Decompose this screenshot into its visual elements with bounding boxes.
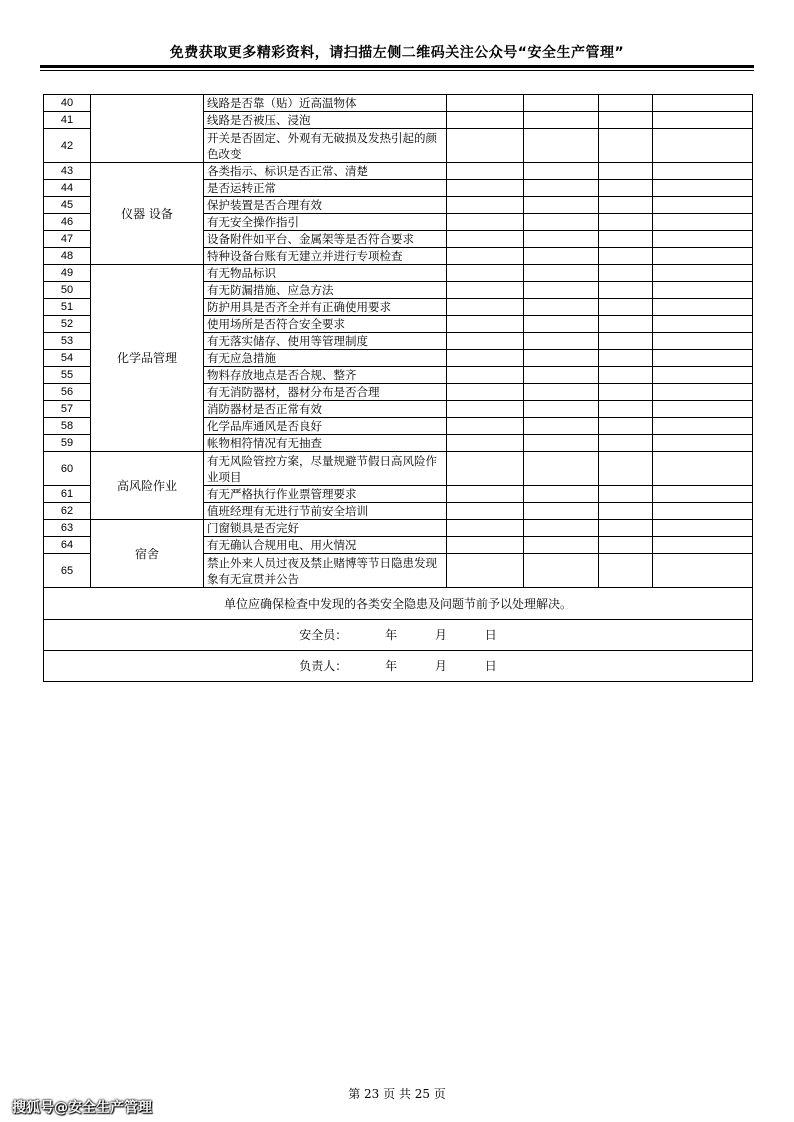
check-item: 有无应急措施 xyxy=(204,350,447,367)
result-cell[interactable] xyxy=(653,384,753,401)
result-cell[interactable] xyxy=(653,350,753,367)
check-item: 禁止外来人员过夜及禁止赌博等节日隐患发现象有无宣贯并公告 xyxy=(204,554,447,588)
result-cell[interactable] xyxy=(447,367,524,384)
check-item: 物料存放地点是否合规、整齐 xyxy=(204,367,447,384)
result-cell[interactable] xyxy=(599,435,653,452)
check-item: 保护装置是否合理有效 xyxy=(204,197,447,214)
result-cell[interactable] xyxy=(599,350,653,367)
result-cell[interactable] xyxy=(447,418,524,435)
result-cell[interactable] xyxy=(524,248,599,265)
notice-row xyxy=(44,588,753,620)
check-item: 值班经理有无进行节前安全培训 xyxy=(204,503,447,520)
result-cell[interactable] xyxy=(599,452,653,486)
check-item: 使用场所是否符合安全要求 xyxy=(204,316,447,333)
result-cell[interactable] xyxy=(653,231,753,248)
safety-officer-row xyxy=(44,620,753,651)
item-number: 52 xyxy=(44,316,91,333)
responsible-month: 月 xyxy=(434,659,447,673)
result-cell[interactable] xyxy=(653,418,753,435)
item-number: 48 xyxy=(44,248,91,265)
item-number: 63 xyxy=(44,520,91,537)
result-cell[interactable] xyxy=(524,180,599,197)
result-cell[interactable] xyxy=(524,129,599,163)
result-cell[interactable] xyxy=(599,418,653,435)
result-cell[interactable] xyxy=(599,486,653,503)
result-cell[interactable] xyxy=(447,163,524,180)
result-cell[interactable] xyxy=(599,265,653,282)
result-cell[interactable] xyxy=(653,129,753,163)
item-number: 60 xyxy=(44,452,91,486)
result-cell[interactable] xyxy=(524,537,599,554)
result-cell[interactable] xyxy=(599,214,653,231)
result-cell[interactable] xyxy=(447,180,524,197)
responsible-label: 负责人： xyxy=(299,659,348,673)
header-rule-thin xyxy=(40,70,754,71)
result-cell[interactable] xyxy=(447,112,524,129)
result-cell[interactable] xyxy=(447,435,524,452)
result-cell[interactable] xyxy=(653,282,753,299)
result-cell[interactable] xyxy=(653,554,753,588)
safety-officer-label: 安全员： xyxy=(299,628,348,642)
check-item: 线路是否被压、浸泡 xyxy=(204,112,447,129)
result-cell[interactable] xyxy=(524,418,599,435)
check-item: 有无确认合规用电、用火情况 xyxy=(204,537,447,554)
check-item: 门窗锁具是否完好 xyxy=(204,520,447,537)
result-cell[interactable] xyxy=(447,350,524,367)
result-cell[interactable] xyxy=(524,299,599,316)
result-cell[interactable] xyxy=(653,180,753,197)
result-cell[interactable] xyxy=(599,180,653,197)
result-cell[interactable] xyxy=(653,486,753,503)
item-number: 44 xyxy=(44,180,91,197)
safety-officer-year: 年 xyxy=(385,628,398,642)
item-number: 51 xyxy=(44,299,91,316)
category-cell xyxy=(91,95,204,163)
page-number: 第 23 页 共 25 页 xyxy=(348,1087,446,1101)
result-cell[interactable] xyxy=(599,333,653,350)
result-cell[interactable] xyxy=(524,401,599,418)
table-row xyxy=(44,95,753,112)
result-cell[interactable] xyxy=(524,520,599,537)
check-item: 有无物品标识 xyxy=(204,265,447,282)
item-number: 62 xyxy=(44,503,91,520)
result-cell[interactable] xyxy=(599,401,653,418)
result-cell[interactable] xyxy=(653,316,753,333)
item-number: 61 xyxy=(44,486,91,503)
check-item: 线路是否靠（贴）近高温物体 xyxy=(204,95,447,112)
result-cell[interactable] xyxy=(653,503,753,520)
category-cell: 宿舍 xyxy=(91,520,204,588)
check-item: 帐物相符情况有无抽查 xyxy=(204,435,447,452)
result-cell[interactable] xyxy=(524,197,599,214)
result-cell[interactable] xyxy=(653,163,753,180)
result-cell[interactable] xyxy=(653,520,753,537)
result-cell[interactable] xyxy=(447,452,524,486)
result-cell[interactable] xyxy=(653,435,753,452)
check-item: 有无消防器材，器材分布是否合理 xyxy=(204,384,447,401)
result-cell[interactable] xyxy=(599,384,653,401)
table-row xyxy=(44,452,753,486)
result-cell[interactable] xyxy=(447,265,524,282)
result-cell[interactable] xyxy=(599,163,653,180)
result-cell[interactable] xyxy=(447,503,524,520)
result-cell[interactable] xyxy=(653,248,753,265)
check-item: 有无严格执行作业票管理要求 xyxy=(204,486,447,503)
result-cell[interactable] xyxy=(524,350,599,367)
result-cell[interactable] xyxy=(447,401,524,418)
item-number: 54 xyxy=(44,350,91,367)
inspection-table xyxy=(43,94,753,682)
item-number: 50 xyxy=(44,282,91,299)
result-cell[interactable] xyxy=(599,248,653,265)
result-cell[interactable] xyxy=(653,367,753,384)
item-number: 56 xyxy=(44,384,91,401)
item-number: 45 xyxy=(44,197,91,214)
result-cell[interactable] xyxy=(599,520,653,537)
check-item: 有无安全操作指引 xyxy=(204,214,447,231)
result-cell[interactable] xyxy=(524,384,599,401)
result-cell[interactable] xyxy=(447,248,524,265)
result-cell[interactable] xyxy=(447,95,524,112)
responsible-year: 年 xyxy=(385,659,398,673)
result-cell[interactable] xyxy=(524,486,599,503)
item-number: 59 xyxy=(44,435,91,452)
result-cell[interactable] xyxy=(599,503,653,520)
result-cell[interactable] xyxy=(447,129,524,163)
item-number: 41 xyxy=(44,112,91,129)
result-cell[interactable] xyxy=(524,435,599,452)
item-number: 46 xyxy=(44,214,91,231)
responsible-row xyxy=(44,651,753,682)
result-cell[interactable] xyxy=(447,486,524,503)
result-cell[interactable] xyxy=(524,231,599,248)
item-number: 58 xyxy=(44,418,91,435)
table-row xyxy=(44,265,753,282)
check-item: 各类指示、标识是否正常、清楚 xyxy=(204,163,447,180)
result-cell[interactable] xyxy=(524,554,599,588)
result-cell[interactable] xyxy=(524,333,599,350)
item-number: 65 xyxy=(44,554,91,588)
page-header-title: 免费获取更多精彩资料，请扫描左侧二维码关注公众号“安全生产管理” xyxy=(169,45,625,61)
safety-officer-day: 日 xyxy=(484,628,497,642)
result-cell[interactable] xyxy=(524,95,599,112)
check-item: 有无落实储存、使用等管理制度 xyxy=(204,333,447,350)
result-cell[interactable] xyxy=(524,452,599,486)
category-cell: 化学品管理 xyxy=(91,265,204,452)
check-item: 消防器材是否正常有效 xyxy=(204,401,447,418)
table-row xyxy=(44,163,753,180)
result-cell[interactable] xyxy=(599,537,653,554)
result-cell[interactable] xyxy=(653,112,753,129)
result-cell[interactable] xyxy=(653,537,753,554)
result-cell[interactable] xyxy=(599,282,653,299)
result-cell[interactable] xyxy=(599,129,653,163)
result-cell[interactable] xyxy=(524,163,599,180)
result-cell[interactable] xyxy=(653,452,753,486)
safety-officer-month: 月 xyxy=(434,628,447,642)
check-item: 设备附件如平台、金属架等是否符合要求 xyxy=(204,231,447,248)
item-number: 64 xyxy=(44,537,91,554)
result-cell[interactable] xyxy=(447,520,524,537)
result-cell[interactable] xyxy=(524,503,599,520)
notice-text: 单位应确保检查中发现的各类安全隐患及问题节前予以处理解决。 xyxy=(44,588,753,620)
result-cell[interactable] xyxy=(447,554,524,588)
result-cell[interactable] xyxy=(599,112,653,129)
check-item: 有无风险管控方案，尽量规避节假日高风险作业项目 xyxy=(204,452,447,486)
result-cell[interactable] xyxy=(524,282,599,299)
item-number: 42 xyxy=(44,129,91,163)
check-item: 特种设备台账有无建立并进行专项检查 xyxy=(204,248,447,265)
result-cell[interactable] xyxy=(599,197,653,214)
result-cell[interactable] xyxy=(524,112,599,129)
result-cell[interactable] xyxy=(653,265,753,282)
result-cell[interactable] xyxy=(524,367,599,384)
result-cell[interactable] xyxy=(447,197,524,214)
result-cell[interactable] xyxy=(447,537,524,554)
item-number: 57 xyxy=(44,401,91,418)
item-number: 47 xyxy=(44,231,91,248)
result-cell[interactable] xyxy=(447,316,524,333)
result-cell[interactable] xyxy=(653,214,753,231)
brand-watermark: 搜狐号@安全生产管理 xyxy=(12,1100,152,1116)
item-number: 43 xyxy=(44,163,91,180)
result-cell[interactable] xyxy=(599,554,653,588)
result-cell[interactable] xyxy=(599,95,653,112)
result-cell[interactable] xyxy=(653,197,753,214)
category-cell: 高风险作业 xyxy=(91,452,204,520)
result-cell[interactable] xyxy=(447,282,524,299)
result-cell[interactable] xyxy=(447,384,524,401)
check-item: 防护用具是否齐全并有正确使用要求 xyxy=(204,299,447,316)
result-cell[interactable] xyxy=(653,401,753,418)
item-number: 40 xyxy=(44,95,91,112)
result-cell[interactable] xyxy=(653,333,753,350)
result-cell[interactable] xyxy=(447,333,524,350)
check-item: 有无防漏措施、应急方法 xyxy=(204,282,447,299)
check-item: 是否运转正常 xyxy=(204,180,447,197)
result-cell[interactable] xyxy=(524,214,599,231)
header-rule-thick xyxy=(40,65,754,68)
item-number: 55 xyxy=(44,367,91,384)
check-item: 开关是否固定、外观有无破损及发热引起的颜色改变 xyxy=(204,129,447,163)
result-cell[interactable] xyxy=(447,214,524,231)
item-number: 49 xyxy=(44,265,91,282)
result-cell[interactable] xyxy=(599,231,653,248)
result-cell[interactable] xyxy=(653,95,753,112)
item-number: 53 xyxy=(44,333,91,350)
category-cell: 仪器 设备 xyxy=(91,163,204,265)
result-cell[interactable] xyxy=(599,367,653,384)
result-cell[interactable] xyxy=(524,316,599,333)
result-cell[interactable] xyxy=(599,299,653,316)
result-cell[interactable] xyxy=(653,299,753,316)
check-item: 化学品库通风是否良好 xyxy=(204,418,447,435)
result-cell[interactable] xyxy=(599,316,653,333)
result-cell[interactable] xyxy=(524,265,599,282)
result-cell[interactable] xyxy=(447,231,524,248)
table-row xyxy=(44,520,753,537)
result-cell[interactable] xyxy=(447,299,524,316)
responsible-day: 日 xyxy=(484,659,497,673)
